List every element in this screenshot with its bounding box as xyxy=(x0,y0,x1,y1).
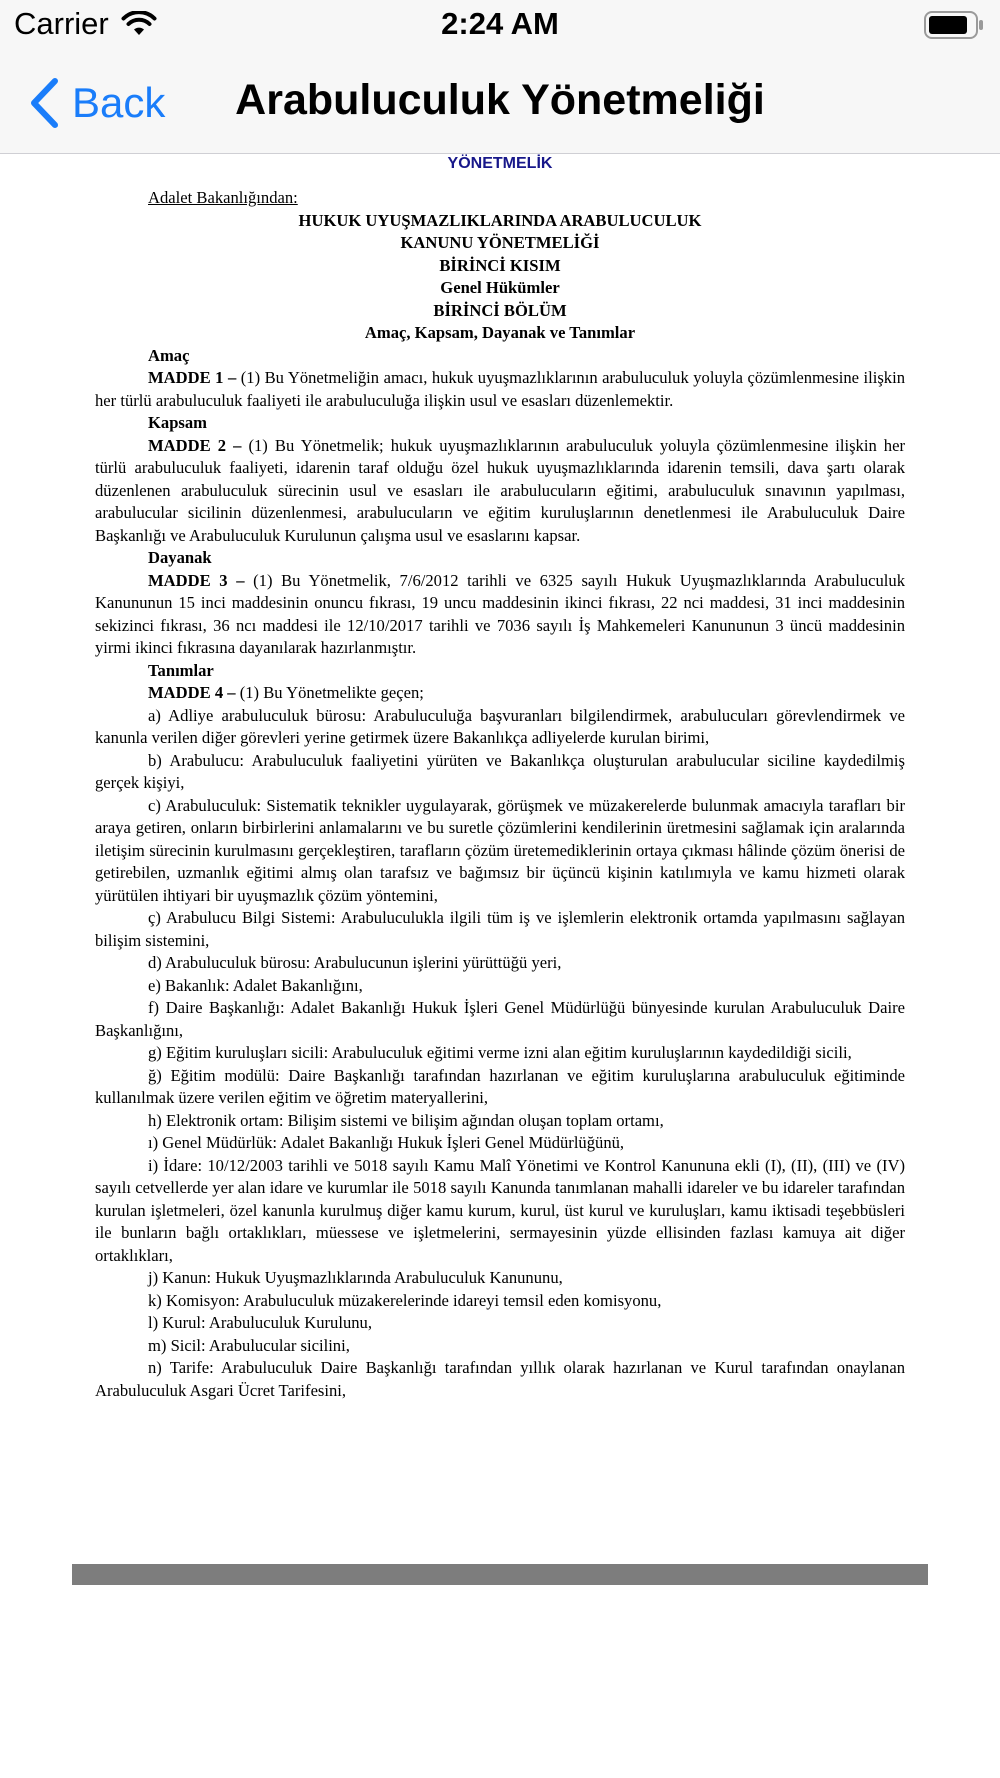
article-paragraph xyxy=(95,682,905,705)
document-viewer[interactable] xyxy=(0,154,1000,1778)
definition-item: ğ) Eğitim modülü: Daire Başkanlığı tarafından hazırlanan ve eğitim kuruluşlarına arabuluculuk eğitiminde kullanılmak üzere verilen eğitim ve öğretim materyallerini, xyxy=(95,1065,905,1107)
title-line: BİRİNCİ BÖLÜM xyxy=(433,300,567,320)
section-heading: Kapsam xyxy=(148,413,208,432)
article-number: MADDE 1 – xyxy=(148,368,237,387)
document-header: YÖNETMELİK xyxy=(447,155,553,172)
article-paragraph xyxy=(95,435,905,548)
section-heading: Tanımlar xyxy=(148,660,214,680)
article-text: (1) Bu Yönetmelik, 7/6/2012 tarihli ve 6325 sayılı Hukuk Uyuşmazlıklarında Arabuluculuk Kanununun 15 inci maddesinin onuncu fıkrası, 19 uncu maddesinin ikinci fıkrası, 22 nci maddesi, 31 inci maddesinin sekizinci fıkrası, 36 ncı maddesi ile 12/10/2017 tarihli ve 7036 sayılı İş Mahkemeleri Kanununun 3 üncü maddesinin yirmi ikinci fıkrasına dayanılarak hazırlanmıştır. xyxy=(95,570,905,657)
definition-item: b) Arabulucu: Arabuluculuk faaliyetini yürüten ve Bakanlıkça oluşturulan arabulucular siciline kaydedilmiş gerçek kişiyi, xyxy=(95,750,905,792)
issuer-line: Adalet Bakanlığından: xyxy=(148,188,298,207)
title-line: Amaç, Kapsam, Dayanak ve Tanımlar xyxy=(364,323,636,342)
article-paragraph xyxy=(95,570,905,660)
definition-item: n) Tarife: Arabuluculuk Daire Başkanlığı tarafından yıllık olarak hazırlanan ve Kurul tarafından onaylanan Arabuluculuk Asgari Ücret Tarifesini, xyxy=(95,1358,905,1400)
definition-item: d) Arabuluculuk bürosu: Arabulucunun işlerini yürüttüğü yeri, xyxy=(148,953,562,972)
definition-item: g) Eğitim kuruluşları sicili: Arabuluculuk eğitimi verme izni alan eğitim kuruluşlarının kaydedildiği sicili, xyxy=(148,1043,852,1062)
definition-item: f) Daire Başkanlığı: Adalet Bakanlığı Hukuk İşleri Genel Müdürlüğü bünyesinde kurulan Arabuluculuk Daire Başkanlığını, xyxy=(95,998,905,1040)
article-text: (1) Bu Yönetmelik; hukuk uyuşmazlıklarının arabuluculuk yoluyla çözümlenmesine ilişkin her türlü arabuluculuk faaliyeti, idarenin taraf olduğu özel hukuk uyuşmazlıklarında idarenin temsili, dava şartı olarak düzenlenen arabuluculuk sürecinin usul ve esasları ile arabulucuların eğitimi, arabuluculuk sınavının yapılması, arabulucular sicilinin düzenlenmesi, arabulucuların ve eğitim kuruluşlarının denetlenmesi ile Arabuluculuk Daire Başkanlığı ve Arabuluculuk Kurulunun çalışma usul ve esaslarını kapsar. xyxy=(95,435,905,545)
definition-item: l) Kurul: Arabuluculuk Kurulunu, xyxy=(148,1313,372,1332)
article-text: (1) Bu Yönetmeliğin amacı, hukuk uyuşmazlıklarının arabuluculuk yoluyla çözümlenmesine ilişkin her türlü arabuluculuk faaliyeti ile arabuluculuğa ilişkin usul ve esasları düzenlemektir. xyxy=(95,368,905,410)
definition-item: ç) Arabulucu Bilgi Sistemi: Arabuluculukla ilgili tüm iş ve işlemlerin elektronik ortamda yapılmasını sağlayan bilişim sistemini, xyxy=(95,908,905,950)
section-heading: Amaç xyxy=(148,345,190,365)
article-number: MADDE 2 – xyxy=(148,435,242,455)
status-time: 2:24 AM xyxy=(441,6,559,41)
definition-item: i) İdare: 10/12/2003 tarihli ve 5018 sayılı Kamu Malî Yönetimi ve Kontrol Kanununa ekli (I), (II), (III) ve (IV) sayılı cetvellerde yer alan idare ve kurumlar ile 5018 sayılı Kanunda tanımlanan mahalli idareler ve bu idareler tarafından kurulan işletmeleri, özel kanunla kurulmuş diğer kamu kurum, kurul, üst kurul ve kuruluşları, kamu iktisadi teşebbüsleri ile bunların bağlı ortaklıkları, müessese ve işletmelerini, sermayesinin yüzde ellisinden fazlası kamuya ait diğer ortaklıkları, xyxy=(95,1155,905,1265)
definition-item: h) Elektronik ortam: Bilişim sistemi ve bilişim ağından oluşan toplam ortamı, xyxy=(148,1110,664,1130)
title-line: HUKUK UYUŞMAZLIKLARINDA ARABULUCULUK xyxy=(298,210,702,230)
battery-icon xyxy=(924,11,984,39)
article-text: (1) Bu Yönetmelikte geçen; xyxy=(239,683,424,702)
title-line: Genel Hükümler xyxy=(440,278,560,297)
definition-item: m) Sicil: Arabulucular sicilini, xyxy=(148,1335,350,1355)
carrier-label: Carrier xyxy=(14,6,109,41)
page-footer-bar xyxy=(72,1564,928,1585)
definition-item: c) Arabuluculuk: Sistematik teknikler uygulayarak, görüşmek ve müzakerelerde bulunmak amacıyla tarafları bir araya getiren, onların birbirlerini anlamalarını ve bu suretle çözümlerini kendilerinin üretmesini sağlamak için aralarında iletişim sürecinin kurulmasını gerçekleştiren, tarafların çözüm üretemediklerinin ortaya çıkması hâlinde çözüm önerisi de getirebilen, uzmanlık eğitimi almış olan tarafsız ve bağımsız bir üçüncü kişinin katılımıyla ve kamu hizmeti olarak yürütülen ihtiyari bir uyuşmazlık çözüm yöntemini, xyxy=(95,795,905,905)
title-line: BİRİNCİ KISIM xyxy=(439,255,561,275)
definition-item: e) Bakanlık: Adalet Bakanlığını, xyxy=(148,975,363,995)
document-page xyxy=(95,187,905,1402)
page-title: Arabuluculuk Yönetmeliği xyxy=(235,76,765,124)
back-label: Back xyxy=(72,79,166,126)
status-bar xyxy=(0,0,1000,52)
section-heading: Dayanak xyxy=(148,548,212,567)
article-number: MADDE 3 – xyxy=(148,570,245,590)
article-number: MADDE 4 – xyxy=(148,683,236,702)
article-paragraph xyxy=(95,367,905,412)
title-line: KANUNU YÖNETMELİĞİ xyxy=(400,233,600,252)
definition-item: k) Komisyon: Arabuluculuk müzakerelerinde idareyi temsil eden komisyonu, xyxy=(148,1290,662,1310)
definition-item: ı) Genel Müdürlük: Adalet Bakanlığı Hukuk İşleri Genel Müdürlüğünü, xyxy=(148,1133,625,1152)
definition-item: j) Kanun: Hukuk Uyuşmazlıklarında Arabuluculuk Kanununu, xyxy=(148,1268,563,1287)
definition-item: a) Adliye arabuluculuk bürosu: Arabuluculuğa başvuranları bilgilendirmek, arabulucuları görevlendirmek ve kanunla verilen diğer görevleri yerine getirmek üzere Bakanlıkça adliyelerde kurulan birimi, xyxy=(95,705,905,747)
navigation-bar xyxy=(0,52,1000,154)
